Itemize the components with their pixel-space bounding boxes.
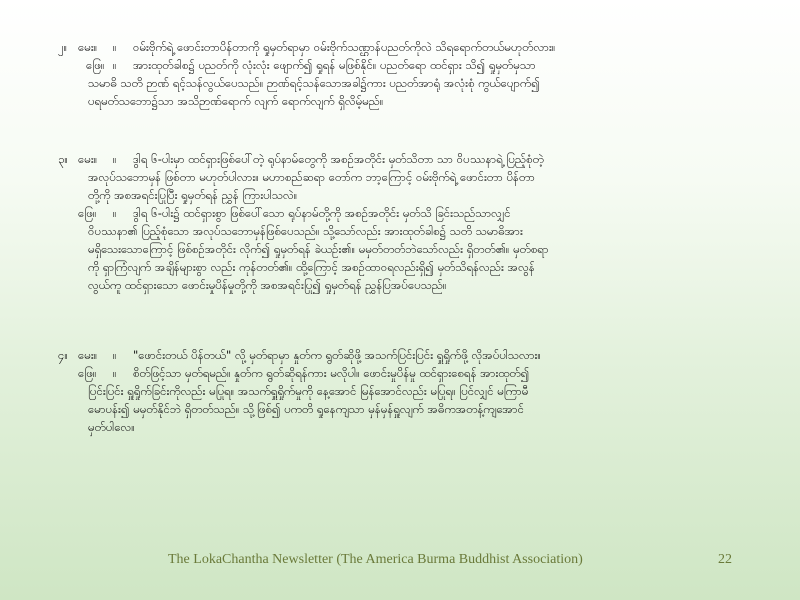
question-text: ဒွါရ ၆-ပါးမှာ ထင်ရှားဖြစ်ပေါ်တဲ့ ရုပ်နာမ်တွေကို အစဉ်အတိုင်း မှတ်သိတာ သာ ဝိပဿနာရဲ့ ပြည့်စုံတဲ့ bbox=[133, 152, 544, 166]
answer-continuation bbox=[58, 222, 758, 240]
separator-mark: ။ bbox=[113, 348, 117, 362]
answer-continuation bbox=[58, 276, 758, 294]
separator-mark: ။ bbox=[113, 206, 117, 220]
question-label: မေး။ bbox=[78, 348, 98, 362]
answer-text: မရှိသေးသောကြောင့် ဖြစ်စဉ်အတိုင်း လိုက်၍ ရှုမှတ်ရန် ခဲယဉ်း၏။ မမှတ်တတ်ဘဲသော်လည်း ရှိတတ်၏။ မှတ်စရာ bbox=[88, 242, 549, 256]
qa-item-3 bbox=[58, 150, 758, 294]
answer-continuation bbox=[58, 92, 758, 110]
question-label: မေး။ bbox=[78, 40, 98, 54]
question-text: အလုပ်သဘောမှန် ဖြစ်တာ မဟုတ်ပါလား။ မဟာစည်ဆရာ တော်က ဘာ့ကြောင့် ဝမ်းဗိုက်ရဲ့ ဖောင်းတာ ပိန်တာ bbox=[88, 170, 535, 184]
item-number: ၄။ bbox=[58, 348, 68, 362]
question-line bbox=[58, 38, 758, 56]
answer-line bbox=[58, 364, 758, 382]
answer-text: အားထုတ်ခါစ၌ ပညတ်ကို လုံးလုံး ဖျောက်၍ ရှုရန် မဖြစ်နိုင်။ ပညတ်ရော ထင်ရှား သိ၍ ရှုမှတ်မှသာ bbox=[133, 58, 536, 72]
page-number: 22 bbox=[718, 552, 732, 567]
answer-text: ဝိပဿနာ၏ ပြည့်စုံသော အလုပ်သဘောမှန်ဖြစ်ပေသည်။ သို့သော်လည်း အားထုတ်ခါစ၌ သတိ သမာဓိအား bbox=[88, 224, 523, 238]
item-number: ၃။ bbox=[58, 152, 68, 166]
question-continuation bbox=[58, 186, 758, 204]
item-number: ၂။ bbox=[58, 40, 68, 54]
question-text: တို့ကို အစအရင်းပြုပြီး ရှုမှတ်ရန် ညွှန် ကြားပါသလဲ။ bbox=[88, 188, 298, 202]
question-line bbox=[58, 346, 758, 364]
qa-item-4 bbox=[58, 346, 758, 436]
question-continuation bbox=[58, 168, 758, 186]
separator-mark: ။ bbox=[113, 58, 117, 72]
answer-text: ကို ရှာကြံလျက် အချိန်များစွာ လည်း ကုန်တတ်၏။ ထို့ကြောင့် အစဉ်ထာဝရလည်းရှိ၍ မှတ်သိရန်လည်း အလွန် bbox=[88, 260, 535, 274]
answer-line bbox=[58, 204, 758, 222]
answer-text: မှတ်ပါလေ။ bbox=[88, 420, 135, 434]
answer-label: ဖြေ။ bbox=[78, 366, 97, 380]
answer-text: ဒွါရ ၆-ပါး၌ ထင်ရှားစွာ ဖြစ်ပေါ်သော ရုပ်နာမ်တို့ကို အစဉ်အတိုင်း မှတ်သိ ခြင်းသည်သာလျှင် bbox=[133, 206, 511, 220]
separator-mark: ။ bbox=[113, 366, 117, 380]
answer-continuation bbox=[58, 74, 758, 92]
separator-mark: ။ bbox=[113, 40, 117, 54]
answer-continuation bbox=[58, 240, 758, 258]
question-label: မေး။ bbox=[78, 152, 98, 166]
answer-label: ဖြေ။ bbox=[86, 58, 105, 72]
answer-label: ဖြေ။ bbox=[78, 206, 97, 220]
answer-continuation bbox=[58, 418, 758, 436]
answer-text: လွယ်ကူ ထင်ရှားသော ဖောင်းမှုပိန်မှုတို့ကို အစအရင်းပြု၍ ရှုမှတ်ရန် ညွှန်ပြအပ်ပေသည်။ bbox=[88, 278, 447, 292]
answer-text: မောပန်း၍ မမှတ်နိုင်ဘဲ ရှိတတ်သည်။ သို့ဖြစ်၍ ပကတိ ရှုနေကျသာ မှန်မှန်ရှူလျက် အဓိကအတန့်ကျအောင် bbox=[88, 402, 524, 416]
separator-mark: ။ bbox=[113, 152, 117, 166]
answer-text: ပြင်းပြင်း ရှူရှိုက်ခြင်းကိုလည်း မပြုရ။ အသက်ရှူရှိုက်မှုကို နေ့အောင် မြန်အောင်လည်း မပြုရ။ ပြင်လျှင် မကြာမီ bbox=[88, 384, 529, 398]
answer-text: စိတ်ဖြင့်သာ မှတ်ရမည်။ နှုတ်က ရွတ်ဆိုရန်ကား မလိုပါ။ ဖောင်းမှုပိန်မှု ထင်ရှားစေရန် အားထုတ်၍ bbox=[133, 366, 530, 380]
qa-item-2 bbox=[58, 38, 758, 110]
newsletter-title: The LokaChantha Newsletter (The America Burma Buddhist Association) bbox=[168, 552, 583, 567]
answer-text: ပရမတ်သဘော၌သာ အသိဉာဏ်ရောက် လျက် ရောက်လျက် ရှိလိမ့်မည်။ bbox=[88, 94, 384, 108]
answer-continuation bbox=[58, 382, 758, 400]
answer-continuation bbox=[58, 258, 758, 276]
question-text: ဝမ်းဗိုက်ရဲ့ ဖောင်းတာပိန်တာကို ရှုမှတ်ရာမှာ ဝမ်းဗိုက်သဏ္ဌာန်ပညတ်ကိုလဲ သိရရောက်တယ်မဟုတ်လား။ bbox=[133, 40, 556, 54]
question-text: "ဖောင်းတယ် ပိန်တယ်" လို့ မှတ်ရာမှာ နှုတ်က ရွတ်ဆိုဖို့ အသက်ပြင်းပြင်း ရှူရှိုက်ဖို့ လိုအပ်ပါသလား။ bbox=[133, 348, 541, 362]
answer-continuation bbox=[58, 400, 758, 418]
answer-text: သမာဓိ သတိ ဉာဏ် ရင့်သန်လွယ်ပေသည်။ ဉာဏ်ရင့်သန်သောအခါ၌ကား ပညတ်အာရုံ အလုံးစုံ ကွယ်ပျောက်၍ bbox=[88, 76, 540, 90]
question-line bbox=[58, 150, 758, 168]
answer-line bbox=[58, 56, 758, 74]
